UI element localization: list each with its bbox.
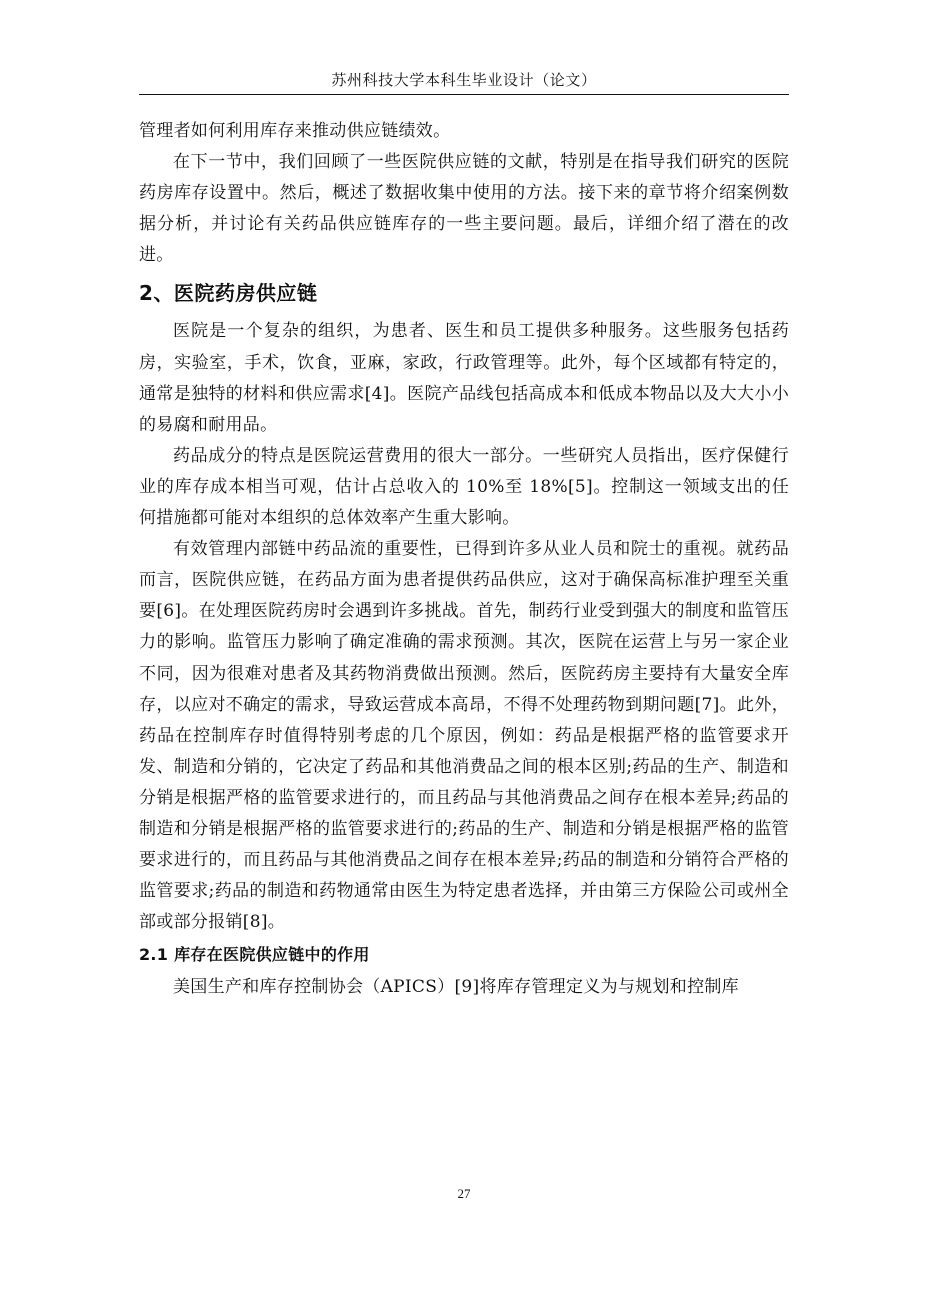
header-divider [139,94,789,95]
paragraph-drug-cost: 药品成分的特点是医院运营费用的很大一部分。一些研究人员指出，医疗保健行业的库存成本相当可观，估计占总收入的 10%至 18%[5]。控制这一领域支出的任何措施都可能对本组织的总体效率产生重大影响。 [139,445,789,529]
page-number: 27 [457,1186,471,1201]
paragraph-hospital-overview: 医院是一个复杂的组织，为患者、医生和员工提供多种服务。这些服务包括药房，实验室，手术，饮食，亚麻，家政，行政管理等。此外，每个区域都有特定的，通常是独特的材料和供应需求[4]。医院产品线包括高成本和低成本物品以及大大小小的易腐和耐用品。 [139,321,789,435]
paragraph-apics-definition: 美国生产和库存控制协会（APICS）[9]将库存管理定义为与规划和控制库 [173,977,739,998]
page-header-title: 苏州科技大学本科生毕业设计（论文） [331,71,597,89]
document-body [139,116,789,1003]
paragraph-drug-flow-management: 有效管理内部链中药品流的重要性，已得到许多从业人员和院士的重视。就药品而言，医院供应链，在药品方面为患者提供药品供应，这对于确保高标准护理至关重要[6]。在处理医院药房时会遇到许多挑战。首先，制药行业受到强大的制度和监管压力的影响。监管压力影响了确定准确的需求预测。其次，医院在运营上与另一家企业不同，因为很难对患者及其药物消费做出预测。然后，医院药房主要持有大量安全库存，以应对不确定的需求，导致运营成本高昂，不得不处理药物到期问题[7]。此外，药品在控制库存时值得特别考虑的几个原因，例如：药品是根据严格的监管要求开发、制造和分销的，它决定了药品和其他消费品之间的根本区别;药品的生产、制造和分销是根据严格的监管要求进行的，而且药品与其他消费品之间存在根本差异;药品的制造和分销是根据严格的监管要求进行的;药品的生产、制造和分销是根据严格的监管要求进行的，而且药品与其他消费品之间存在根本差异;药品的制造和分销符合严格的监管要求;药品的制造和药物通常由医生为特定患者选择，并由第三方保险公司或州全部或部分报销[8]。 [139,539,789,933]
subsection-heading-2-1: 2.1 库存在医院供应链中的作用 [139,945,370,965]
paragraph-outline: 在下一节中，我们回顾了一些医院供应链的文献，特别是在指导我们研究的医院药房库存设置中。然后，概述了数据收集中使用的方法。接下来的章节将介绍案例数据分析，并讨论有关药品供应链库存的一些主要问题。最后，详细介绍了潜在的改进。 [139,152,789,266]
paragraph-continuation: 管理者如何利用库存来推动供应链绩效。 [139,121,451,141]
section-heading-2: 2、医院药房供应链 [139,281,318,306]
